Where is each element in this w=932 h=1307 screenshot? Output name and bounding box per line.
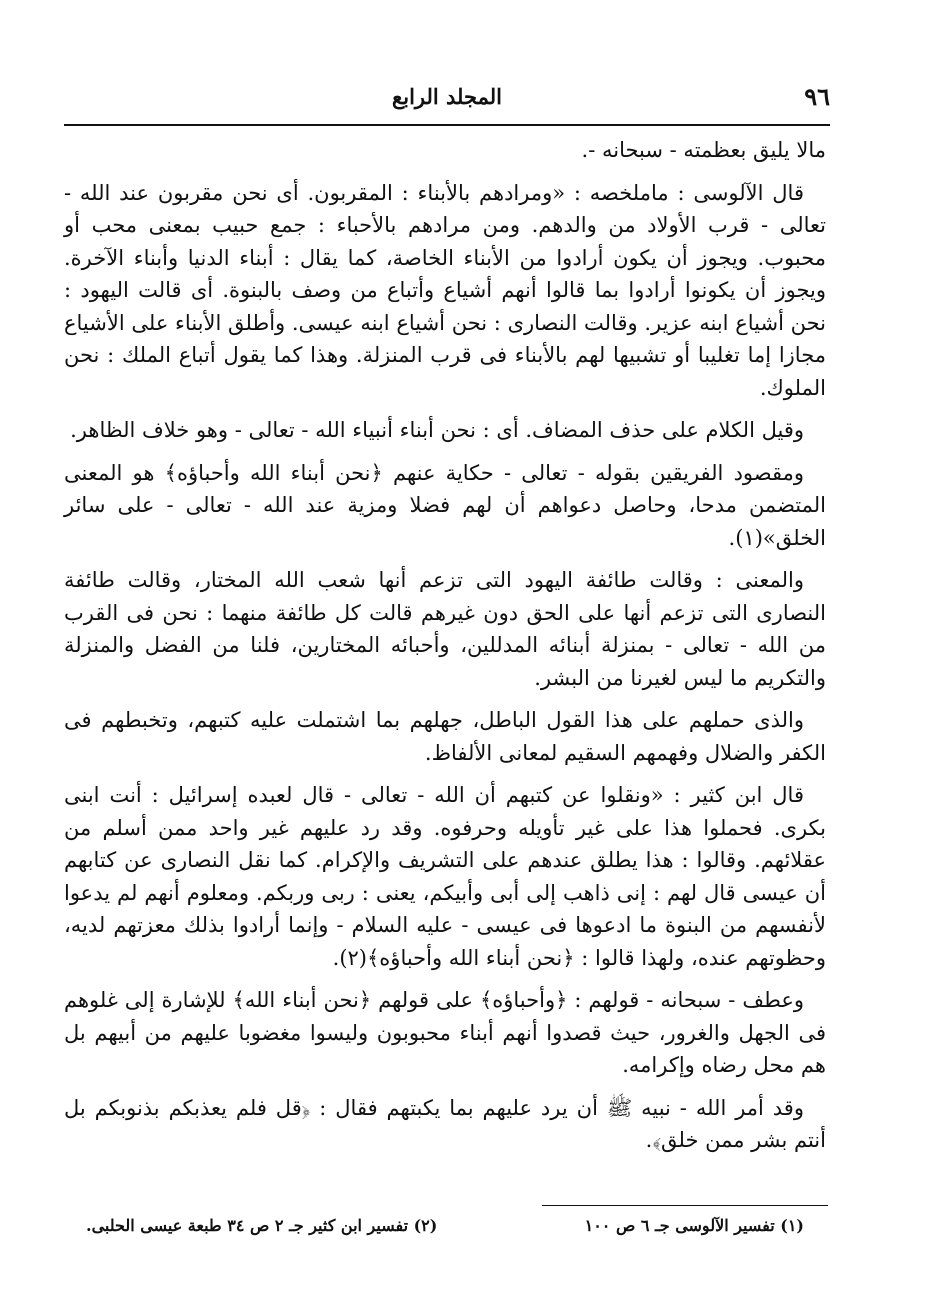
paragraph-1: مالا يليق بعظمته - سبحانه -. <box>581 138 826 162</box>
paragraph-7: قال ابن كثير : «ونقلوا عن كتبهم أن الله - تعالى - قال لعبده إسرائيل : أنت ابنى بكرى. فحملوا هذا على غير تأويله وحرفوه. وقد رد عليهم غير واحد ممن أسلم من عقلائهم. وقالوا : هذا يطلق عندهم على التشريف والإكرام. كما نقل النصارى عن كتابهم أن عيسى قال لهم : إنى ذاهب إلى أبى وأبيكم، يعنى : ربى وربكم. ومعلوم أنهم لم يدعوا لأنفسهم من البنوة ما ادعوها فى عيسى - عليه السلام - وإنما أرادوا بذلك معزتهم لديه، وحظوتهم عنده، ولهذا قالوا : ﴿نحن أبناء الله وأحباؤه﴾(٢). <box>64 783 826 970</box>
footnote-divider <box>542 1205 828 1206</box>
page-body <box>64 134 826 1167</box>
footnote-1: (١) تفسير الآلوسى جـ ٦ ص ١٠٠ <box>584 1216 804 1235</box>
paragraph-9: وقد أمر الله - نبيه ﷺ أن يرد عليهم بما يكبتهم فقال : ﴿قل فلم يعذبكم بذنوبكم بل أنتم بشر ممن خلق﴾. <box>64 1095 826 1152</box>
paragraph-6: والذى حملهم على هذا القول الباطل، جهلهم بما اشتملت عليه كتبهم، وتخبطهم فى الكفر والضلال وفهمهم السقيم لمعانى الألفاظ. <box>64 708 826 765</box>
paragraph-2: قال الآلوسى : ماملخصه : «ومرادهم بالأبناء : المقربون. أى نحن مقربون عند الله - تعالى - قرب الأولاد من والدهم. ومن مرادهم بالأحباء : جمع حبيب بمعنى محب أو محبوب. ويجوز أن يكون أرادوا من الأبناء الخاصة، كما يقال : أبناء الدنيا وأبناء الآخرة. ويجوز أن يكونوا أرادوا بما قالوا أنهم أشياع وأتباع من وصف بالبنوة. أى قالت اليهود : نحن أشياع ابنه عزير. وقالت النصارى : نحن أشياع ابنه عيسى. وأطلق الأبناء على الأشياع مجازا إما تغليبا أو تشبيها لهم بالأبناء فى قرب المنزلة. وهذا كما يقول أتباع الملك : نحن الملوك. <box>64 180 826 400</box>
paragraph-8: وعطف - سبحانه - قولهم : ﴿وأحباؤه﴾ على قولهم ﴿نحن أبناء الله﴾ للإشارة إلى غلوهم فى الجهل والغرور، حيث قصدوا أنهم أبناء محبوبون وليسوا مغضوبا عليهم من أبيهم بل هم محل رضاه وإكرامه. <box>64 988 826 1077</box>
footnotes <box>64 1216 826 1248</box>
volume-title: المجلد الرابع <box>392 84 502 109</box>
footnote-2: (٢) تفسير ابن كثير جـ ٢ ص ٣٤ طبعة عيسى الحلبى. <box>86 1216 438 1235</box>
paragraph-4: ومقصود الفريقين بقوله - تعالى - حكاية عنهم ﴿نحن أبناء الله وأحباؤه﴾ هو المعنى المتضمن مدحا، وحاصل دعواهم أن لهم فضلا ومزية عند الله - تعالى - على سائر الخلق»(١). <box>64 460 826 550</box>
paragraph-3: وقيل الكلام على حذف المضاف. أى : نحن أبناء أنبياء الله - تعالى - وهو خلاف الظاهر. <box>70 418 804 442</box>
page-number: ٩٦ <box>804 82 830 111</box>
paragraph-5: والمعنى : وقالت طائفة اليهود التى تزعم أنها شعب الله المختار، وقالت طائفة النصارى التى تزعم أنها على الحق دون غيرهم قالت كل طائفة منهما : نحن فى القرب من الله - تعالى - بمنزلة أبنائه المدللين، وأحبائه المختارين، فلنا من الفضل والمنزلة والتكريم ما ليس لغيرنا من البشر. <box>64 568 826 690</box>
page-header <box>64 78 830 118</box>
header-divider <box>64 124 830 126</box>
